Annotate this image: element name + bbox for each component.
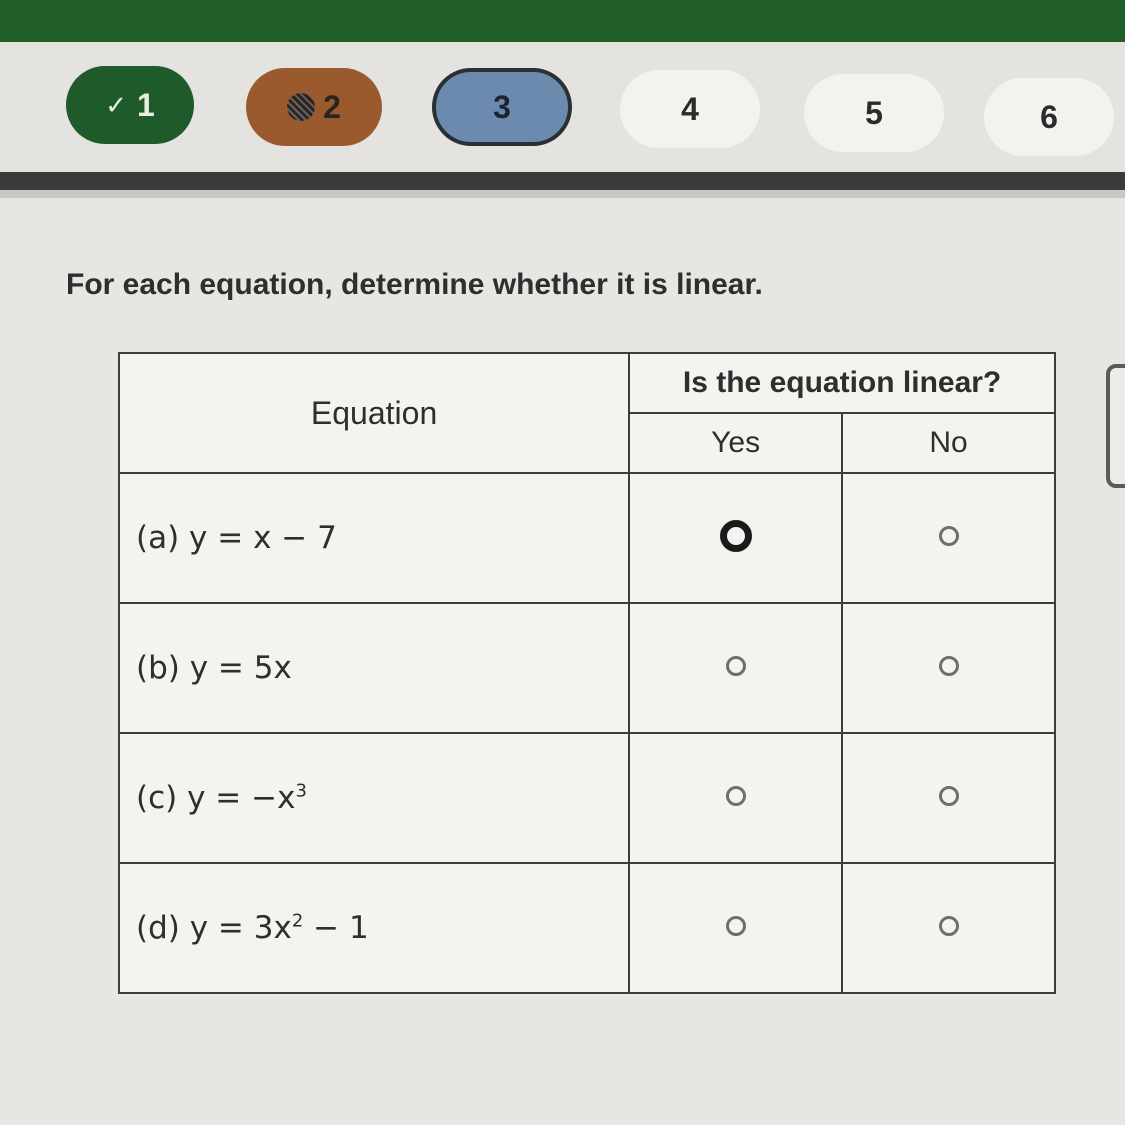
equation-cell — [119, 863, 629, 993]
step-4-label: 4 — [681, 90, 699, 127]
yes-cell — [629, 733, 842, 863]
dot-icon — [287, 93, 315, 121]
table-row — [119, 603, 1055, 733]
step-6-label: 6 — [1040, 98, 1058, 135]
equation-tail: − 1 — [303, 910, 369, 946]
question-navigator — [0, 42, 1125, 172]
yes-radio[interactable] — [726, 916, 746, 936]
step-6-button[interactable] — [984, 78, 1114, 156]
equation-exponent: 2 — [291, 910, 304, 932]
no-radio[interactable] — [939, 526, 959, 546]
yes-cell — [629, 473, 842, 603]
step-4-button[interactable] — [620, 70, 760, 148]
no-cell — [842, 733, 1055, 863]
step-5-button[interactable] — [804, 74, 944, 152]
yes-radio[interactable] — [726, 656, 746, 676]
yes-radio[interactable] — [726, 786, 746, 806]
equation-cell — [119, 473, 629, 603]
no-radio[interactable] — [939, 916, 959, 936]
no-header: No — [842, 413, 1055, 473]
equation-cell — [119, 733, 629, 863]
equation-exponent: 3 — [295, 780, 307, 802]
equation-cell — [119, 603, 629, 733]
equation-header: Equation — [119, 353, 629, 473]
step-2-button[interactable] — [246, 68, 382, 146]
navigator-divider-shadow — [0, 190, 1125, 198]
step-1-button[interactable] — [66, 66, 194, 144]
equation-text: y = x − 7 — [189, 520, 337, 556]
table-row — [119, 863, 1055, 993]
no-cell — [842, 863, 1055, 993]
side-panel-edge[interactable] — [1106, 364, 1125, 488]
step-3-button[interactable] — [432, 68, 572, 146]
yes-cell — [629, 603, 842, 733]
equation-label: (a) — [136, 520, 180, 556]
step-3-label: 3 — [493, 88, 511, 125]
yes-header: Yes — [629, 413, 842, 473]
equation-label: (b) — [136, 650, 180, 686]
navigator-divider — [0, 172, 1125, 190]
check-icon: ✓ — [105, 89, 127, 120]
equation-label: (c) — [136, 780, 178, 816]
step-2-label: 2 — [323, 88, 341, 125]
no-radio[interactable] — [939, 786, 959, 806]
linear-header: Is the equation linear? — [629, 353, 1055, 413]
equation-label: (d) — [136, 910, 180, 946]
equation-text: y = 5x — [189, 650, 292, 686]
linearity-table — [118, 352, 1056, 994]
no-cell — [842, 473, 1055, 603]
top-bar — [0, 0, 1125, 42]
table-row — [119, 733, 1055, 863]
step-1-label: 1 — [137, 86, 155, 123]
equation-text: y = −x — [187, 780, 296, 816]
question-prompt: For each equation, determine whether it is linear. — [66, 268, 763, 301]
yes-cell — [629, 863, 842, 993]
yes-radio[interactable] — [720, 520, 752, 552]
table-row — [119, 473, 1055, 603]
no-radio[interactable] — [939, 656, 959, 676]
equation-text: y = 3x — [189, 910, 292, 946]
no-cell — [842, 603, 1055, 733]
step-5-label: 5 — [865, 94, 883, 131]
